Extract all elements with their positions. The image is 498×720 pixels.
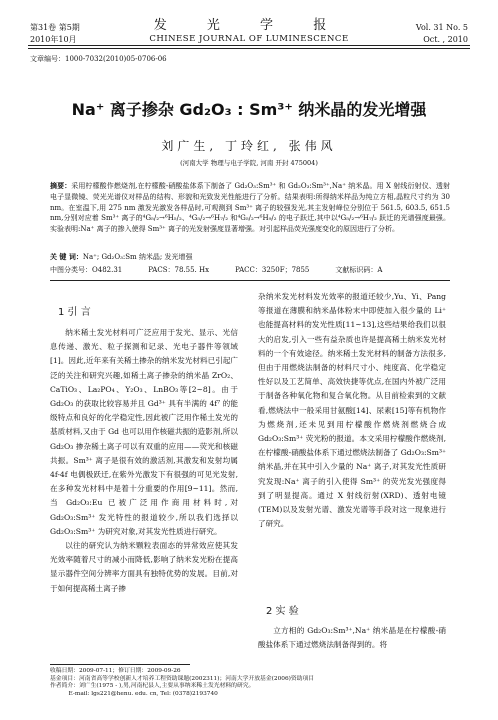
- footnote-funding: 基金项目：河南省高等学校创新人才培养工程资助课题(2002311)；河南大学开放基金(2006)资助项目: [50, 675, 315, 682]
- volume-issue-cn: 第31卷 第5期: [30, 23, 80, 32]
- abstract-rule: [50, 280, 450, 281]
- journal-name-cn: 发 光 学 报: [153, 18, 345, 33]
- header-right: [416, 22, 468, 46]
- affiliation: (河南大学 物理与电子学院, 河南 开封 475004): [180, 159, 318, 167]
- header-rule-thin: [28, 48, 470, 49]
- left-paragraph-2: 以往的研究认为纳米颗粒表面态的异常效应使其发光效率随着尺寸的减小而降低,影响了纳米发光粉在提高显示器件空间分辨率方面具有独特优势的发展。目前,对于如何提高稀土离子掺: [50, 541, 238, 593]
- pacc-code: PACC：3250F；7855: [235, 266, 310, 274]
- paper-title: Na⁺ 离子掺杂 Gd₂O₃ : Sm³⁺ 纳米晶的发光增强: [71, 100, 427, 119]
- keywords-label: 关 键 词：: [50, 253, 83, 261]
- date-en: Oct. , 2010: [423, 35, 468, 44]
- section-1-heading: 1 引 言: [58, 307, 91, 318]
- abstract-text: 采用柠檬酸作燃烧剂,在柠檬酸-硝酸盐体系下制备了 Gd₂O₃:Sm³⁺ 和 Gd₂O₃:Sm³⁺,Na⁺ 纳米晶。用 X 射线衍射仪、透射电子显微镜、荧光光谱仪对样品的结构、形貌和光致发光性能进行了分析。结果表明:所得纳米样品为纯立方相,晶粒尺寸约为 30 nm。在室温下,用 275 nm 激发光激发各样品时,可观测到 Sm³⁺ 离子的较强发光,其主发射峰位分别位于 561.5, 603.5, 651.5 nm,分别对应着 Sm³⁺ 离子的⁴G₅/₂→⁶H₅/₂、⁴G₅/₂→⁶H₇/₂ 和⁴G₅/₂→⁶H₉/₂ 的电子跃迁,其中以⁴G₅/₂→⁶H₇/₂ 跃迁的光谱强度最强。实验表明:Na⁺ 离子的掺入使得 Sm³⁺ 离子的光发射强度显著增强。对引起样品荧光强度变化的原因进行了分析。: [50, 182, 451, 234]
- authors: 刘广生, 丁玲红, 张伟风: [161, 139, 337, 153]
- date-cn: 2010年10月: [30, 35, 77, 44]
- footnote-rule: [50, 664, 190, 665]
- footnote-author: 作者简介：刘广生(1975 - ),男,河南杞县人,主要从事纳米稀土发光材料的研究。: [50, 683, 255, 690]
- keywords-text: Na⁺; Gd₂O₃:Sm 纳米晶; 发光增强: [82, 253, 193, 261]
- footnote-received: 收稿日期：2009-07-11；修订日期：2009-09-26: [50, 668, 181, 674]
- article-number: 文章编号：1000-7032(2010)05-0706-06: [30, 55, 167, 63]
- document-code: 文献标识码：A: [335, 266, 383, 274]
- abstract-label: 摘要：: [50, 182, 72, 190]
- header-rule: [28, 45, 470, 46]
- left-paragraph-1: 纳米稀土发光材料可广泛应用于发光、显示、光信息传递、激光、粒子探测和记录、光电子器件等领域[1]。因此,近年来有关稀土掺杂的纳米发光材料已引起广泛的关注和研究兴趣,如稀土离子掺杂的纳米晶 ZrO₂、CaTiO₃、La₂PO₄、Y₂O₃、LnBO₃等[2~8]。由于 Gd₂O₃ 的获取比较容易并且 Gd³⁺ 具有半满的 4f⁷ 的能级特点和良好的化学稳定性,因此被广泛用作稀土发光的基质材料,又由于 Gd 也可以用作核磁共振的造影剂,所以 Gd₂O₃ 掺杂稀土离子可以有双重的应用——荧光和核磁共振。Sm³⁺ 离子是很有效的激活剂,其激发和发射均属 4f-4f 电偶极跃迁,在紫外光激发下有很强的可见光发射,在多种发光材料中是着十分重要的作用[9~11]。然而,当 Gd₂O₃:Eu 已被广泛用作商用材料时,对 Gd₂O₃:Sm³⁺ 发光特性的报道较少,所以我们选择以 Gd₂O₃:Sm³⁺ 为研究对象,对其发光性质进行研究。: [50, 328, 238, 536]
- classification-line: [50, 265, 450, 275]
- journal-name-en: CHINESE JOURNAL OF LUMINESCENCE: [149, 34, 349, 44]
- section-2-text: [258, 624, 446, 652]
- pacs-code: PACS：78.55. Hx: [148, 266, 210, 274]
- right-column: [258, 290, 446, 531]
- keywords: [50, 252, 450, 262]
- right-paragraph-1: 杂纳米发光材料发光效率的报道还较少,Yu、Yi、Pang 等报道在薄膜和纳米晶体粉末中即使加入很少量的 Li⁺ 也能提高材料的发光性质[11~13],这些结果给我们以很大的启发,引入一些有益杂质也许是提高稀土纳米发光材料的一个有效途径。纳米稀土发光材料的制备方法很多,但由于用燃烧法制备的材料尺寸小、纯度高、化学稳定性好以及工艺简单、高效快捷等优点,在国内外被广泛用于制备各种氧化物和复合氧化物。从目前检索到的文献看,燃烧法中一般采用甘氨酸[14]、尿素[15]等有机物作为燃烧剂,还未见到用柠檬酸作燃烧剂燃烧合成 Gd₂O₃:Sm³⁺ 荧光粉的报道。本文采用柠檬酸作燃烧剂,在柠檬酸-硝酸盐体系下通过燃烧法制备了 Gd₂O₃:Sm³⁺ 纳米晶,并在其中引入少量的 Na⁺ 离子,对其发光性质研究发现:Na⁺ 离子的引入使得 Sm³⁺ 的荧光发光强度得到了明显提高。通过 X 射线衍射(XRD)、透射电镜(TEM)以及发射光谱、激发光谱等手段对这一现象进行了研究。: [258, 292, 446, 529]
- abstract: [50, 181, 450, 235]
- section-2-paragraph: 立方相的 Gd₂O₃:Sm³⁺,Na⁺ 纳米晶是在柠檬酸-硝酸盐体系下通过燃烧法制备得到的。将: [258, 626, 446, 650]
- clc-number: 中图分类号：O482.31: [50, 266, 123, 274]
- volume-issue-en: Vol. 31 No. 5: [415, 23, 468, 32]
- footnotes: [50, 668, 450, 698]
- left-column: [50, 326, 238, 596]
- footnote-email: E-mail: lgs221@henu. edu. cn, Tel: (0378)2193740: [68, 690, 218, 697]
- section-2-heading: 2 实 验: [266, 606, 299, 617]
